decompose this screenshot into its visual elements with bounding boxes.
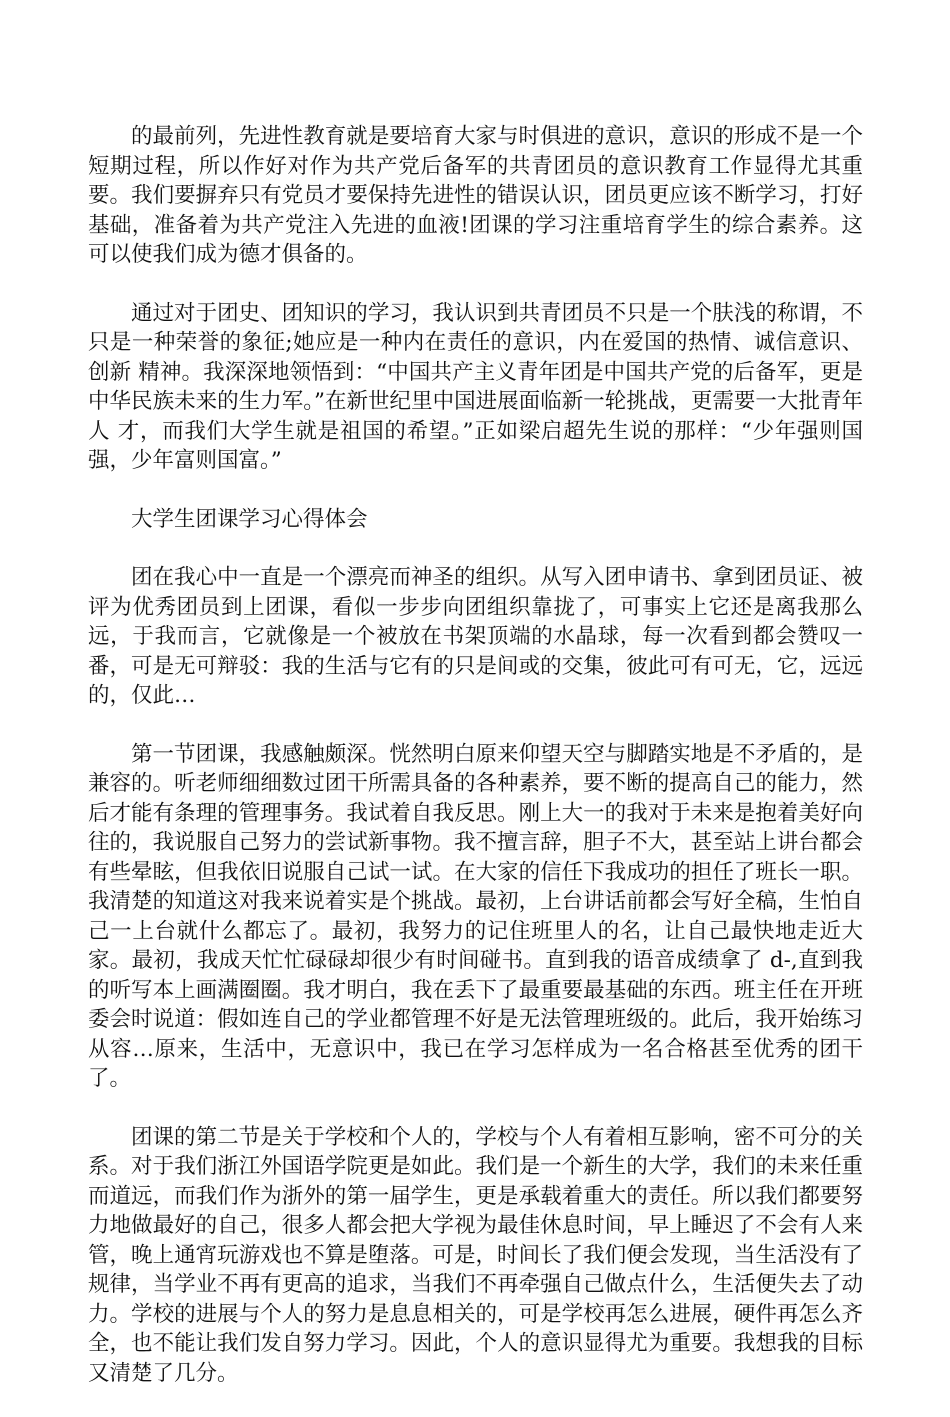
- section-heading: 大学生团课学习心得体会: [131, 506, 368, 532]
- paragraph-4: 第一节团课，我感触颇深。恍然明白原来仰望天空与脚踏实地是不矛盾的，是兼容的。听老师细细数过团干所需具备的各种素养，要不断的提高自己的能力，然后才能有条理的管理事务。我试着自我反思。刚上大一的我对于未来是抱着美好向往的，我说服自己努力的尝试新事物。我不擅言辞，胆子不大，甚至站上讲台都会有些晕眩，但我依旧说服自己试一试。在大家的信任下我成功的担任了班长一职。我清楚的知道这对我来说着实是个挑战。最初，上台讲话前都会写好全稿，生怕自己一上台就什么都忘了。最初，我努力的记住班里人的名，让自己最快地走近大家。最初，我成天忙忙碌碌却很少有时间碰书。直到我的语音成绩拿了 d-,直到我的听写本上画满圈圈。我才明白，我在丢下了最重要最基础的东西。班主任在开班委会时说道：假如连自己的学业都管理不好是无法管理班级的。此后，我开始练习从容…原来，生活中，无意识中，我已在学习怎样成为一名合格甚至优秀的团干了。: [88, 741, 863, 1091]
- paragraph-3: 团在我心中一直是一个漂亮而神圣的组织。从写入团申请书、拿到团员证、被评为优秀团员到上团课，看似一步步向团组织靠拢了，可事实上它还是离我那么远，于我而言，它就像是一个被放在书架顶端的水晶球，每一次看到都会赞叹一番，可是无可辩驳：我的生活与它有的只是间或的交集，彼此可有可无，它，远远的，仅此…: [88, 565, 863, 708]
- paragraph-2: 通过对于团史、团知识的学习，我认识到共青团员不只是一个肤浅的称谓，不只是一种荣誉的象征;她应是一种内在责任的意识，内在爱国的热情、诚信意识、创新 精神。我深深地领悟到：“中国共产主义青年团是中国共产党的后备军，更是中华民族未来的生力军。”在新世纪里中国进展面临新一轮挑战，更需要一大批青年人 才，而我们大学生就是祖国的希望。”正如梁启超先生说的那样：“少年强则国强，少年富则国富。”: [88, 300, 863, 473]
- document-body: [88, 122, 863, 1417]
- paragraph-1: 的最前列，先进性教育就是要培育大家与时俱进的意识，意识的形成不是一个短期过程，所以作好对作为共产党后备军的共青团员的意识教育工作显得尤其重要。我们要摒弃只有党员才要保持先进性的错误认识，团员更应该不断学习，打好基础，准备着为共产党注入先进的血液!团课的学习注重培育学生的综合素养。这可以使我们成为德才俱备的。: [88, 124, 863, 267]
- paragraph-5: 团课的第二节是关于学校和个人的，学校与个人有着相互影响，密不可分的关系。对于我们浙江外国语学院更是如此。我们是一个新生的大学，我们的未来任重而道远，而我们作为浙外的第一届学生，更是承载着重大的责任。所以我们都要努力地做最好的自己，很多人都会把大学视为最佳休息时间，早上睡迟了不会有人来管，晚上通宵玩游戏也不算是堕落。可是，时间长了我们便会发现，当生活没有了规律，当学业不再有更高的追求，当我们不再牵强自己做点什么，生活便失去了动力。学校的进展与个人的努力是息息相关的，可是学校再怎么进展，硬件再怎么齐全，也不能让我们发自努力学习。因此，个人的意识显得尤为重要。我想我的目标又清楚了几分。: [88, 1124, 863, 1386]
